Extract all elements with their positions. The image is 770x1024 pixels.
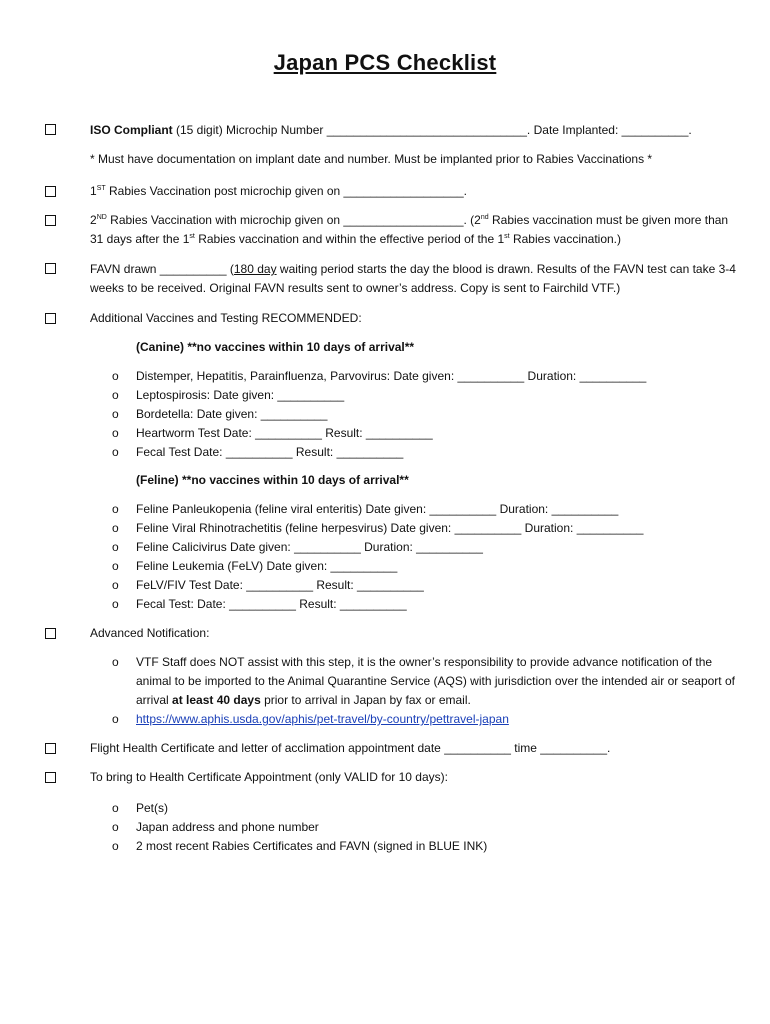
- flight-item: Flight Health Certificate and letter of acclimation appointment date __________ time __________.: [90, 741, 611, 755]
- list-item: [0, 367, 770, 386]
- advanced-note-bold: at least 40 days: [172, 693, 261, 707]
- bullet: o: [112, 540, 119, 554]
- canine-item-text: Leptospirosis: Date given: __________: [136, 388, 345, 402]
- canine-item-text: Bordetella: Date given: __________: [136, 407, 328, 421]
- checkbox-favn[interactable]: [45, 263, 56, 274]
- rabies2-sup4: st: [504, 233, 510, 240]
- advanced-note-post: prior to arrival in Japan by fax or email.: [260, 693, 471, 707]
- checkbox-microchip[interactable]: [45, 124, 56, 135]
- advanced-note-pre: VTF Staff does NOT assist with this step, it is the owner’s responsibility to provide advance notification of the animal to be imported to the Animal Quarantine Service (AQS) with jurisdiction over the intended air or seaport of arrival: [136, 655, 735, 707]
- bullet: o: [112, 445, 119, 459]
- bring-item-text: 2 most recent Rabies Certificates and FAVN (signed in BLUE INK): [136, 839, 488, 853]
- bullet: o: [112, 407, 119, 421]
- checkbox-flight-health[interactable]: [45, 743, 56, 754]
- advanced-heading: Advanced Notification:: [90, 626, 210, 640]
- bullet: o: [112, 820, 119, 834]
- list-item: [0, 710, 770, 729]
- checkbox-rabies-1[interactable]: [45, 186, 56, 197]
- microchip-bold: ISO Compliant: [90, 123, 173, 137]
- rabies2-sup3: st: [189, 233, 195, 240]
- list-item: [0, 519, 770, 538]
- bullet: o: [112, 388, 119, 402]
- canine-item-text: Distemper, Hepatitis, Parainfluenza, Parvovirus: Date given: __________ Duration: __________: [136, 369, 647, 383]
- bring-heading: To bring to Health Certificate Appointment (only VALID for 10 days):: [90, 770, 448, 784]
- bring-item-text: Pet(s): [136, 801, 169, 815]
- list-item: [0, 424, 770, 443]
- bullet: o: [112, 712, 119, 726]
- list-item: [0, 538, 770, 557]
- favn-pre: FAVN drawn __________ (: [90, 262, 234, 276]
- list-item: [0, 837, 770, 856]
- bring-item-text: Japan address and phone number: [136, 820, 319, 834]
- bullet: o: [112, 426, 119, 440]
- page-title: Japan PCS Checklist: [273, 50, 497, 75]
- favn-item: [90, 260, 740, 298]
- list-item: [0, 405, 770, 424]
- bullet: o: [112, 597, 119, 611]
- canine-item-text: Fecal Test Date: __________ Result: __________: [136, 445, 404, 459]
- favn-post: waiting period starts the day the blood is drawn. Results of the FAVN test can take 3-4 weeks to be received. Original FAVN results sent to owner’s address. Copy is sent to Fairchild VTF.): [90, 262, 736, 295]
- list-item: [0, 595, 770, 614]
- feline-header: (Feline) **no vaccines within 10 days of arrival**: [136, 473, 409, 487]
- rabies2-mid3: Rabies vaccination and within the effective period of the 1: [194, 232, 505, 246]
- microchip-item: [90, 121, 740, 140]
- list-item: [0, 500, 770, 519]
- advanced-note: [136, 653, 736, 710]
- checkbox-bring[interactable]: [45, 772, 56, 783]
- rabies1-pre: 1: [90, 184, 97, 198]
- checkbox-additional[interactable]: [45, 313, 56, 324]
- rabies2-sup2: nd: [480, 214, 489, 221]
- bullet: o: [112, 559, 119, 573]
- feline-item-text: Fecal Test: Date: __________ Result: __________: [136, 597, 407, 611]
- feline-item-text: FeLV/FIV Test Date: __________ Result: __________: [136, 578, 424, 592]
- rabies2-end: Rabies vaccination.): [509, 232, 622, 246]
- microchip-note: * Must have documentation on implant date and number. Must be implanted prior to Rabies Vaccinations *: [90, 152, 653, 166]
- rabies2-item: [90, 211, 740, 249]
- rabies2-mid1: Rabies Vaccination with microchip given on __________________. (2: [106, 213, 481, 227]
- checkbox-advanced-notification[interactable]: [45, 628, 56, 639]
- bullet: o: [112, 521, 119, 535]
- feline-item-text: Feline Viral Rhinotrachetitis (feline herpesvirus) Date given: __________ Duration: __________: [136, 521, 644, 535]
- feline-item-text: Feline Panleukopenia (feline viral enteritis) Date given: __________ Duration: __________: [136, 502, 619, 516]
- list-item: [0, 557, 770, 576]
- list-item: [0, 818, 770, 837]
- rabies1-sup: ST: [96, 185, 106, 192]
- additional-heading: Additional Vaccines and Testing RECOMMENDED:: [90, 311, 362, 325]
- favn-underlined: 180 day: [233, 262, 277, 276]
- bullet: o: [112, 502, 119, 516]
- canine-item-text: Heartworm Test Date: __________ Result: __________: [136, 426, 433, 440]
- bullet: o: [112, 801, 119, 815]
- list-item: [0, 443, 770, 462]
- bullet: o: [112, 369, 119, 383]
- canine-header: (Canine) **no vaccines within 10 days of arrival**: [136, 340, 415, 354]
- checkbox-rabies-2[interactable]: [45, 215, 56, 226]
- bullet: o: [112, 839, 119, 853]
- rabies2-sup: ND: [96, 214, 107, 221]
- feline-item-text: Feline Leukemia (FeLV) Date given: __________: [136, 559, 398, 573]
- bullet: o: [112, 655, 119, 669]
- rabies1-item: [90, 182, 740, 201]
- aphis-link[interactable]: https://www.aphis.usda.gov/aphis/pet-travel/by-country/pettravel-japan: [136, 712, 509, 726]
- rabies1-post: Rabies Vaccination post microchip given on __________________.: [105, 184, 468, 198]
- rabies2-pre: 2: [90, 213, 97, 227]
- feline-item-text: Feline Calicivirus Date given: __________ Duration: __________: [136, 540, 483, 554]
- microchip-rest: (15 digit) Microchip Number ______________________________. Date Implanted: __________.: [172, 123, 692, 137]
- list-item: [0, 799, 770, 818]
- list-item: [0, 576, 770, 595]
- bullet: o: [112, 578, 119, 592]
- list-item: [0, 386, 770, 405]
- rabies2-mid2: Rabies vaccination must be given more than 31 days after the 1: [90, 213, 729, 246]
